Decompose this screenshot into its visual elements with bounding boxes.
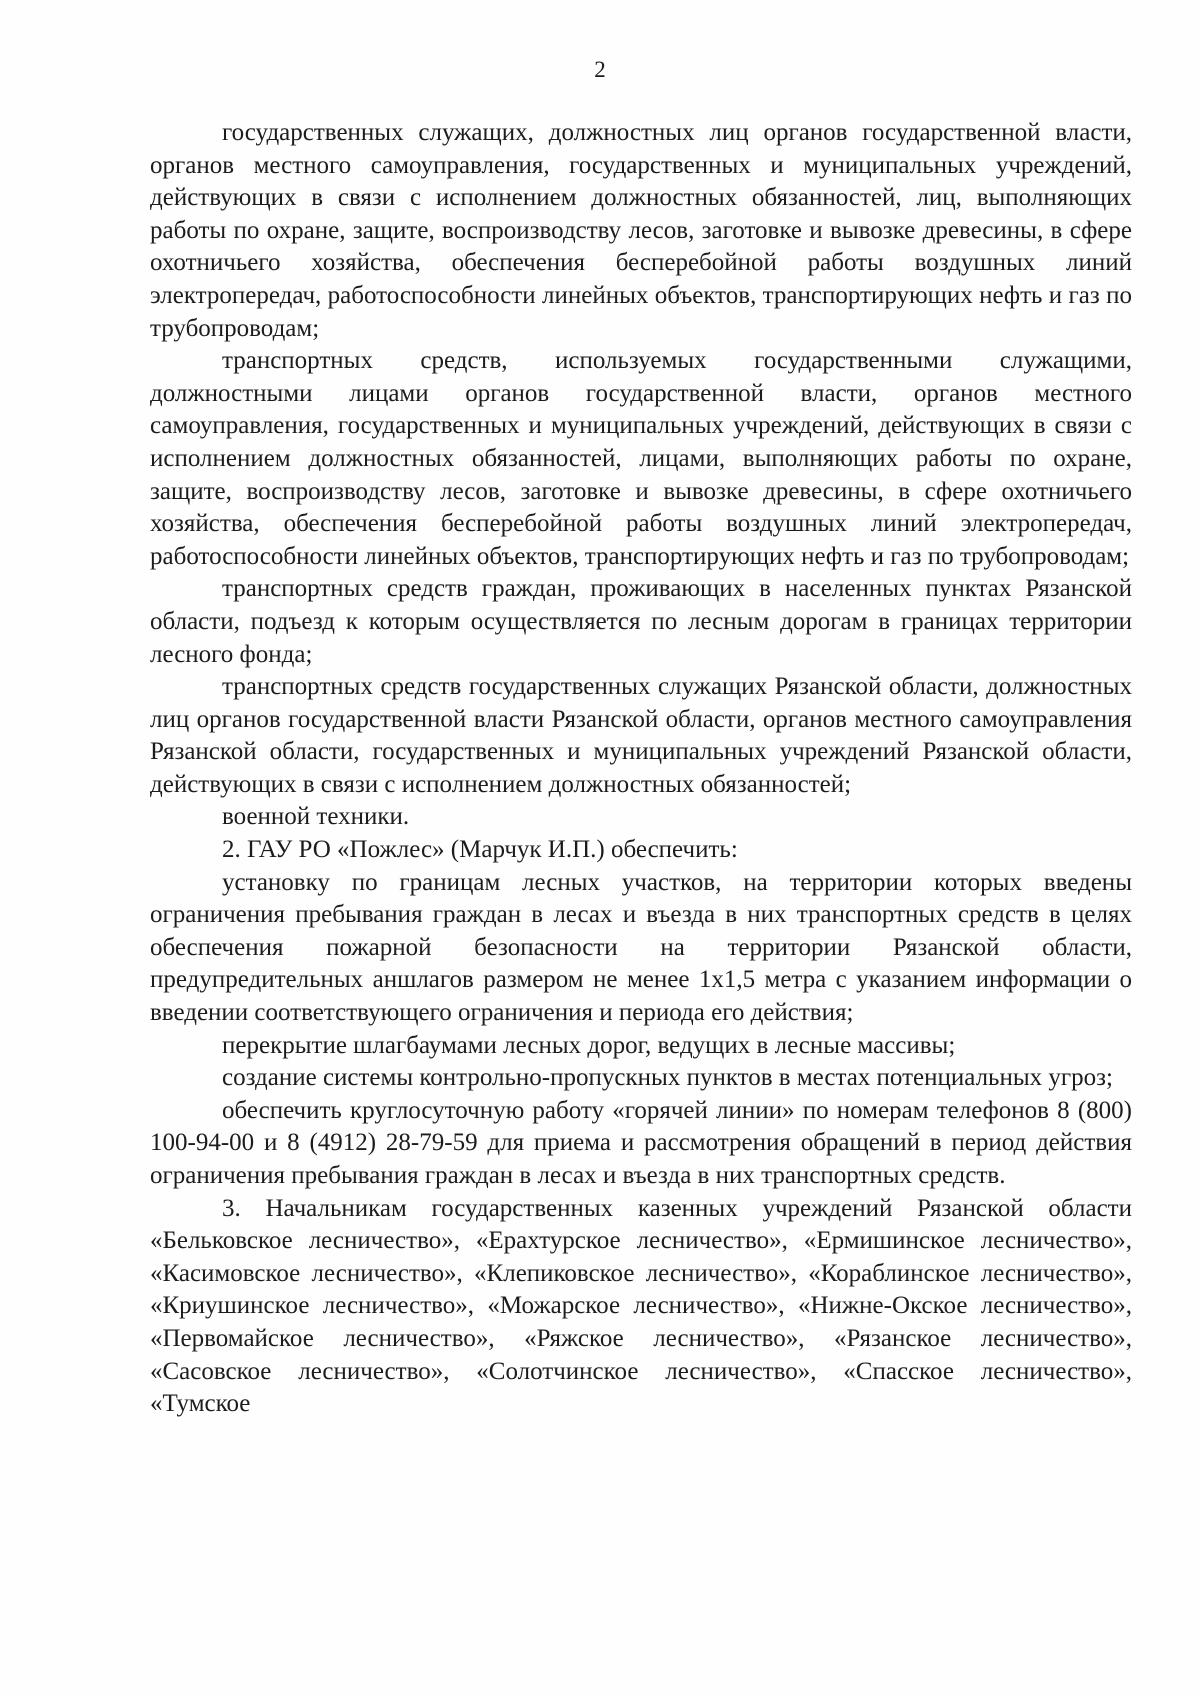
page-number: 2	[594, 57, 606, 82]
paragraph: создание системы контрольно-пропускных пунктов в местах потенциальных угроз;	[222, 1064, 1113, 1092]
paragraph: установку по границам лесных участков, на территории которых введены ограничения пребывания граждан в лесах и въезда в них транспортных средств в целях обеспечения пожарной безопасности на территории Рязанской области, предупредительных аншлагов размером не менее 1х1,5 метра с указанием информации о введении соответствующего ограничения и периода его действия;	[150, 868, 1132, 1027]
paragraph: транспортных средств государственных служащих Рязанской области, должностных лиц органов государственной власти Рязанской области, органов местного самоуправления Рязанской области, государственных и муниципальных учреждений Рязанской области, действующих в связи с исполнением должностных обязанностей;	[150, 673, 1132, 798]
document-body	[150, 117, 1132, 1421]
paragraph: государственных служащих, должностных лиц органов государственной власти, органов местного самоуправления, государственных и муниципальных учреждений, действующих в связи с исполнением должностных обязанностей, лиц, выполняющих работы по охране, защите, воспроизводству лесов, заготовке и вывозке древесины, в сфере охотничьего хозяйства, обеспечения бесперебойной работы воздушных линий электропередач, работоспособности линейных объектов, транспортирующих нефть и газ по трубопроводам;	[150, 119, 1132, 342]
paragraph: 2. ГАУ РО «Пожлес» (Марчук И.П.) обеспечить:	[222, 836, 738, 864]
paragraph: военной техники.	[222, 803, 410, 831]
paragraph: перекрытие шлагбаумами лесных дорог, ведущих в лесные массивы;	[222, 1031, 956, 1059]
paragraph: транспортных средств граждан, проживающих в населенных пунктах Рязанской области, подъезд к которым осуществляется по лесным дорогам в границах территории лесного фонда;	[150, 575, 1132, 668]
paragraph: транспортных средств, используемых государственными служащими, должностными лицами органов государственной власти, органов местного самоуправления, государственных и муниципальных учреждений, действующих в связи с исполнением должностных обязанностей, лицами, выполняющих работы по охране, защите, воспроизводству лесов, заготовке и вывозке древесины, в сфере охотничьего хозяйства, обеспечения бесперебойной работы воздушных линий электропередач, работоспособности линейных объектов, транспортирующих нефть и газ по трубопроводам;	[150, 347, 1132, 570]
paragraph: обеспечить круглосуточную работу «горячей линии» по номерам телефонов 8 (800) 100-94-00 и 8 (4912) 28-79-59 для приема и рассмотрения обращений в период действия ограничения пребывания граждан в лесах и въезда в них транспортных средств.	[150, 1096, 1132, 1189]
paragraph: 3. Начальникам государственных казенных учреждений Рязанской области «Бельковское лесничество», «Ерахтурское лесничество», «Ермишинское лесничество», «Касимовское лесничество», «Клепиковское лесничество», «Кораблинское лесничество», «Криушинское лесничество», «Можарское лесничество», «Нижне-Окское лесничество», «Первомайское лесничество», «Ряжское лесничество», «Рязанское лесничество», «Сасовское лесничество», «Солотчинское лесничество», «Спасское лесничество», «Тумское	[150, 1194, 1132, 1418]
